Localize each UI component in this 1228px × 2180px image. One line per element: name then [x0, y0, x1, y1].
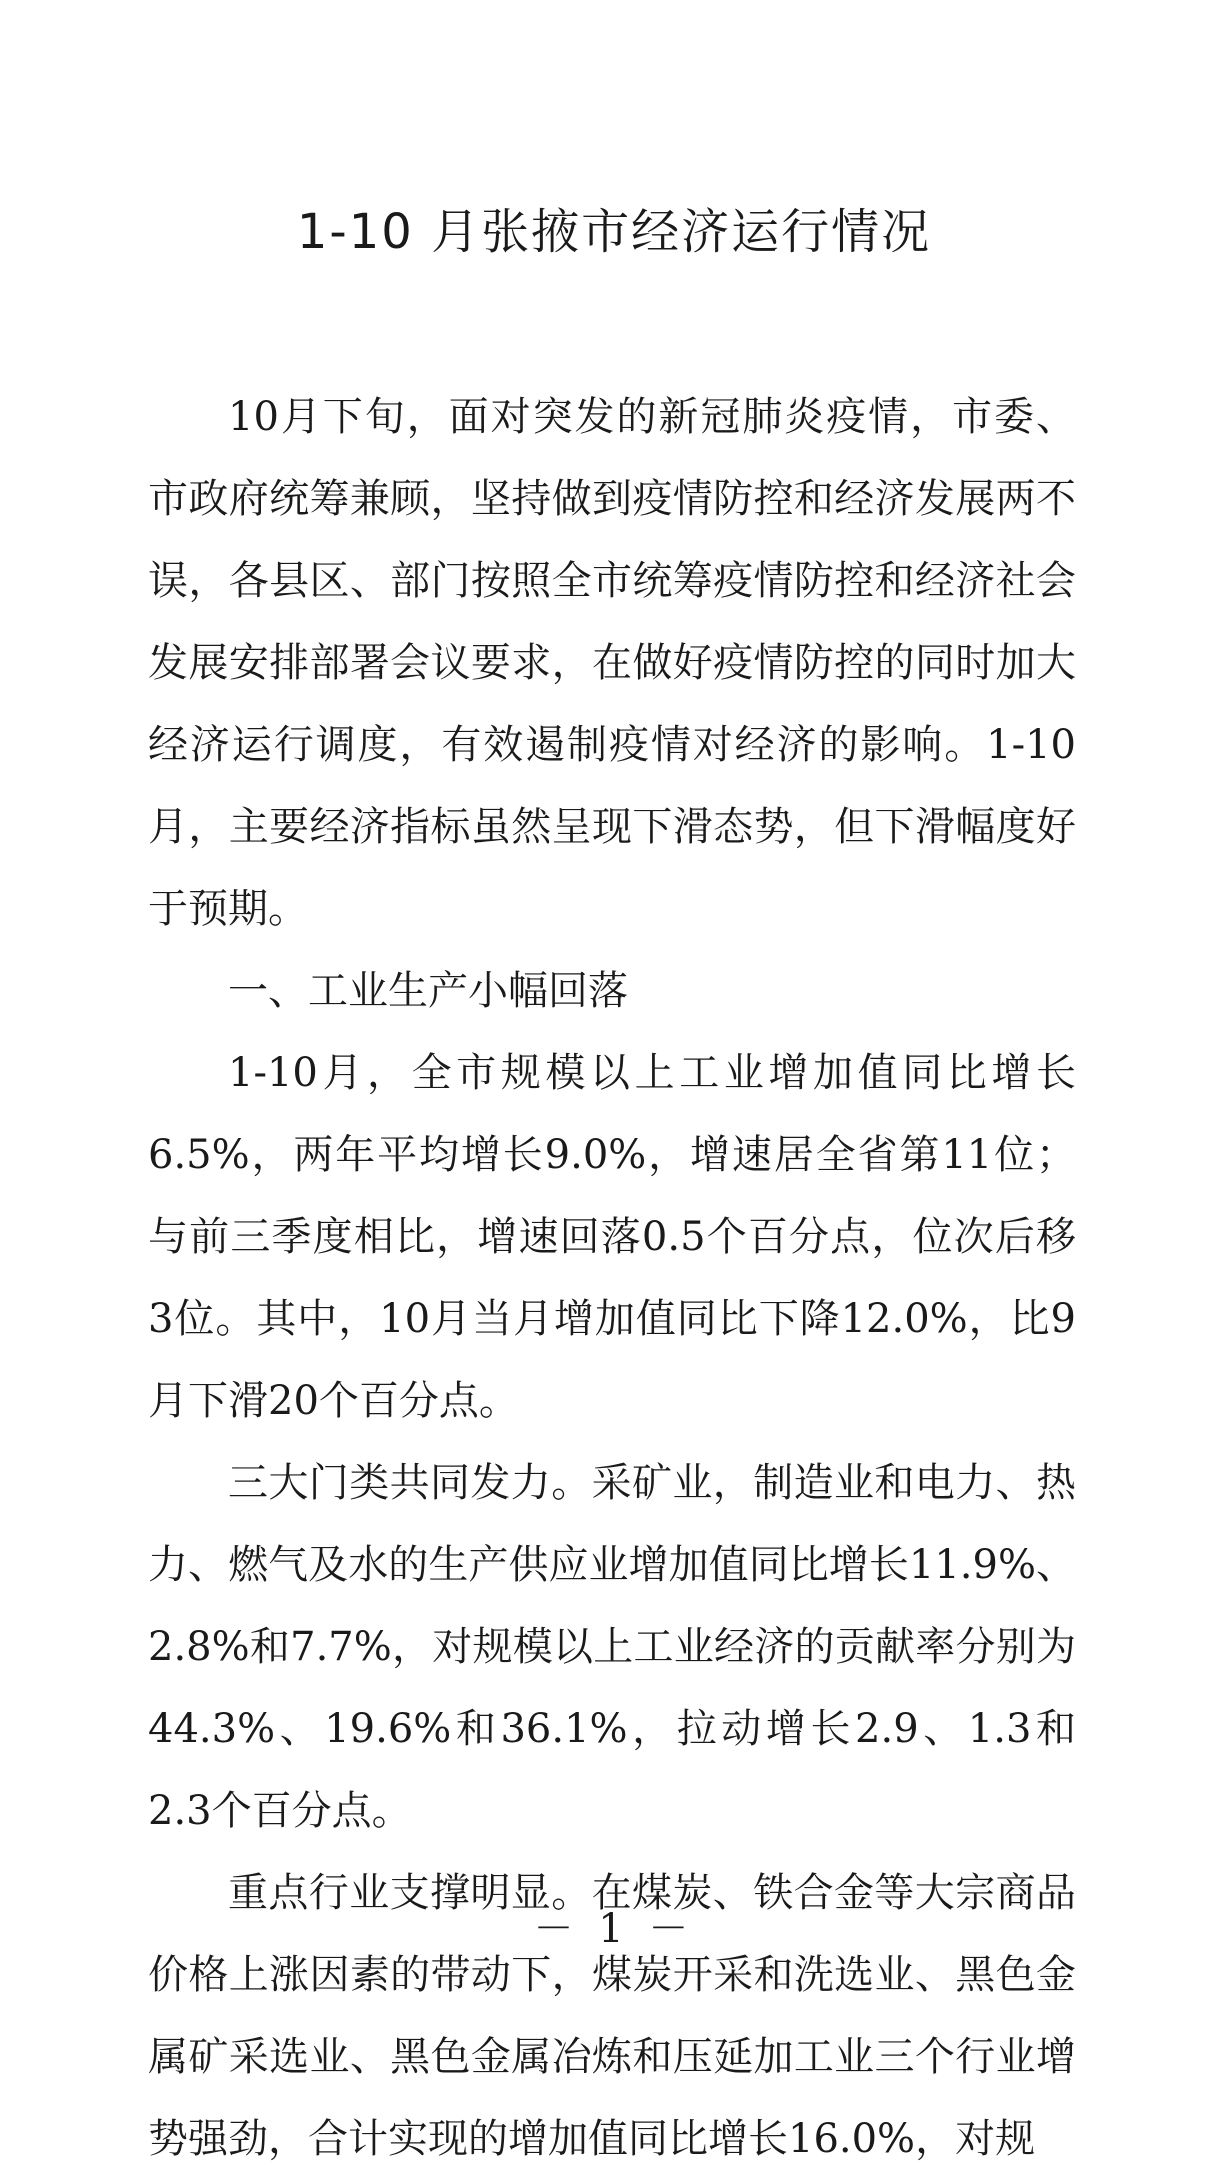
paragraph-industry-growth: 1-10月，全市规模以上工业增加值同比增长6.5%，两年平均增长9.0%，增速居全省第11位；与前三季度相比，增速回落0.5个百分点，位次后移3位。其中，10月当月增加值同比下降12.0%，比9月下滑20个百分点。 [148, 1050, 1076, 1424]
paragraph-three-sectors: 三大门类共同发力。采矿业，制造业和电力、热力、燃气及水的生产供应业增加值同比增长11.9%、2.8%和7.7%，对规模以上工业经济的贡献率分别为44.3%、19.6%和36.1%，拉动增长2.9、1.3和2.3个百分点。 [148, 1460, 1076, 1834]
paragraph-key-industries: 重点行业支撑明显。在煤炭、铁合金等大宗商品价格上涨因素的带动下，煤炭开采和洗选业、黑色金属矿采选业、黑色金属冶炼和压延加工业三个行业增势强劲，合计实现的增加值同比增长16.0%，对规 [148, 1870, 1076, 2162]
paragraph-intro: 10月下旬，面对突发的新冠肺炎疫情，市委、市政府统筹兼顾，坚持做到疫情防控和经济发展两不误，各县区、部门按照全市统筹疫情防控和经济社会发展安排部署会议要求，在做好疫情防控的同时加大经济运行调度，有效遏制疫情对经济的影响。1-10月，主要经济指标虽然呈现下滑态势，但下滑幅度好于预期。 [148, 394, 1076, 932]
section-heading-industry: 一、工业生产小幅回落 [228, 968, 628, 1014]
page-number: － 1 － [533, 1906, 695, 1952]
document-title: 1-10 月张掖市经济运行情况 [296, 204, 932, 260]
